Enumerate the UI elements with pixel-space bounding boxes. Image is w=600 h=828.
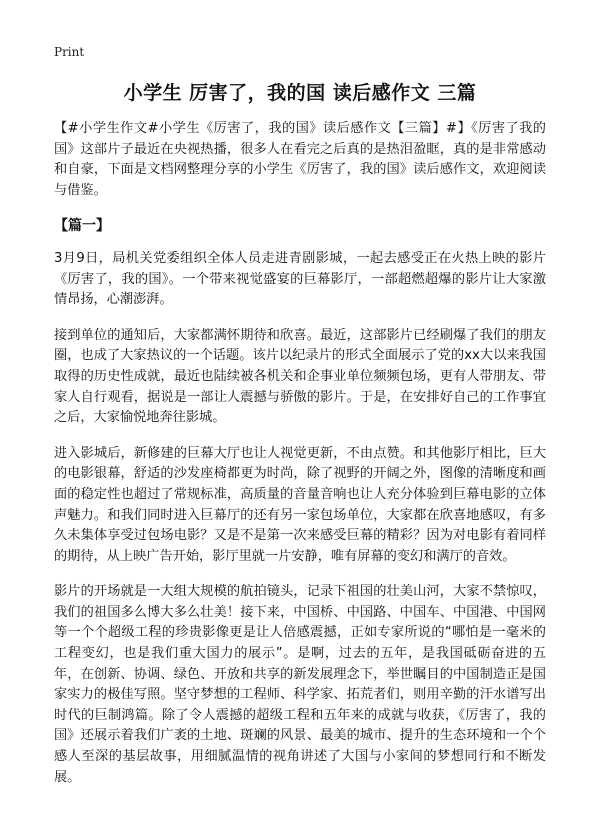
- print-link[interactable]: Print: [54, 45, 85, 59]
- body-paragraph-2: 接到单位的通知后，大家都满怀期待和欣喜。最近，这部影片已经刷爆了我们的朋友圈，也成了大家热议的一个话题。该片以纪录片的形式全面展示了党的xx大以来我国取得的历史性成就，最近也陆续被各机关和企事业单位频频包场，更有人带朋友、带家人自行观看，据说是一部让人震撼与骄傲的影片。于是，在安排好自己的工作事宜之后，大家愉悦地奔往影城。: [54, 327, 546, 426]
- body-paragraph-1: 3月9日，局机关党委组织全体人员走进青剧影城，一起去感受正在火热上映的影片《厉害了，我的国》。一个带来视觉盛宴的巨幕影厅，一部超燃超爆的影片让大家激情昂扬，心潮澎湃。: [54, 250, 546, 308]
- page-title: 小学生 厉害了，我的国 读后感作文 三篇: [123, 82, 477, 104]
- body-paragraph-4: 影片的开场就是一大组大规模的航拍镜头，记录下祖国的壮美山河，大家不禁惊叹，我们的祖国多么博大多么壮美！接下来，中国桥、中国路、中国车、中国港、中国网等一个个超级工程的珍贵影像更是让人倍感震撼，正如专家所说的“哪怕是一毫米的工程变幻，也是我们重大国力的展示”。是啊，过去的五年，是我国砥砺奋进的五年，在创新、协调、绿色、开放和共享的新发展理念下，举世瞩目的中国制造正是国家实力的极佳写照。坚守梦想的工程师、科学家、拓荒者们，则用辛勤的汗水谱写出时代的巨制鸿篇。除了令人震撼的超级工程和五年来的成就与收获，《厉害了，我的国》还展示着我们广袤的土地、斑斓的风景、最美的城市、提升的生态环境和一个个感人至深的基层故事，用细腻温情的视角讲述了大国与小家间的梦想同行和不断发展。: [54, 584, 546, 785]
- intro-paragraph: 【#小学生作文#小学生《厉害了，我的国》读后感作文【三篇】#】《厉害了我的国》这部片子最近在央视热播，很多人在看完之后真的是热泪盈眶，真的是非常感动和自豪，下面是文档网整理分享的小学生《厉害了，我的国》读后感作文，欢迎阅读与借鉴。: [54, 121, 546, 198]
- article-body: [54, 119, 546, 803]
- body-paragraph-3: 进入影城后，新修建的巨幕大厅也让人视觉更新，不由点赞。和其他影厅相比，巨大的电影银幕，舒适的沙发座椅都更为时尚，除了视野的开阔之外，图像的清晰度和画面的稳定性也超过了常规标准，高质量的音量音响也让人充分体验到巨幕电影的立体声魅力。和我们同时进入巨幕厅的还有另一家包场单位，大家都在欣喜地感叹，有多久未集体享受过包场电影？又是不是第一次来感受巨幕的精彩？因为对电影有着同样的期待，从上映广告开始，影厅里就一片安静，唯有屏幕的变幻和满厅的音效。: [54, 445, 546, 564]
- section-heading: 【篇一】: [54, 218, 110, 235]
